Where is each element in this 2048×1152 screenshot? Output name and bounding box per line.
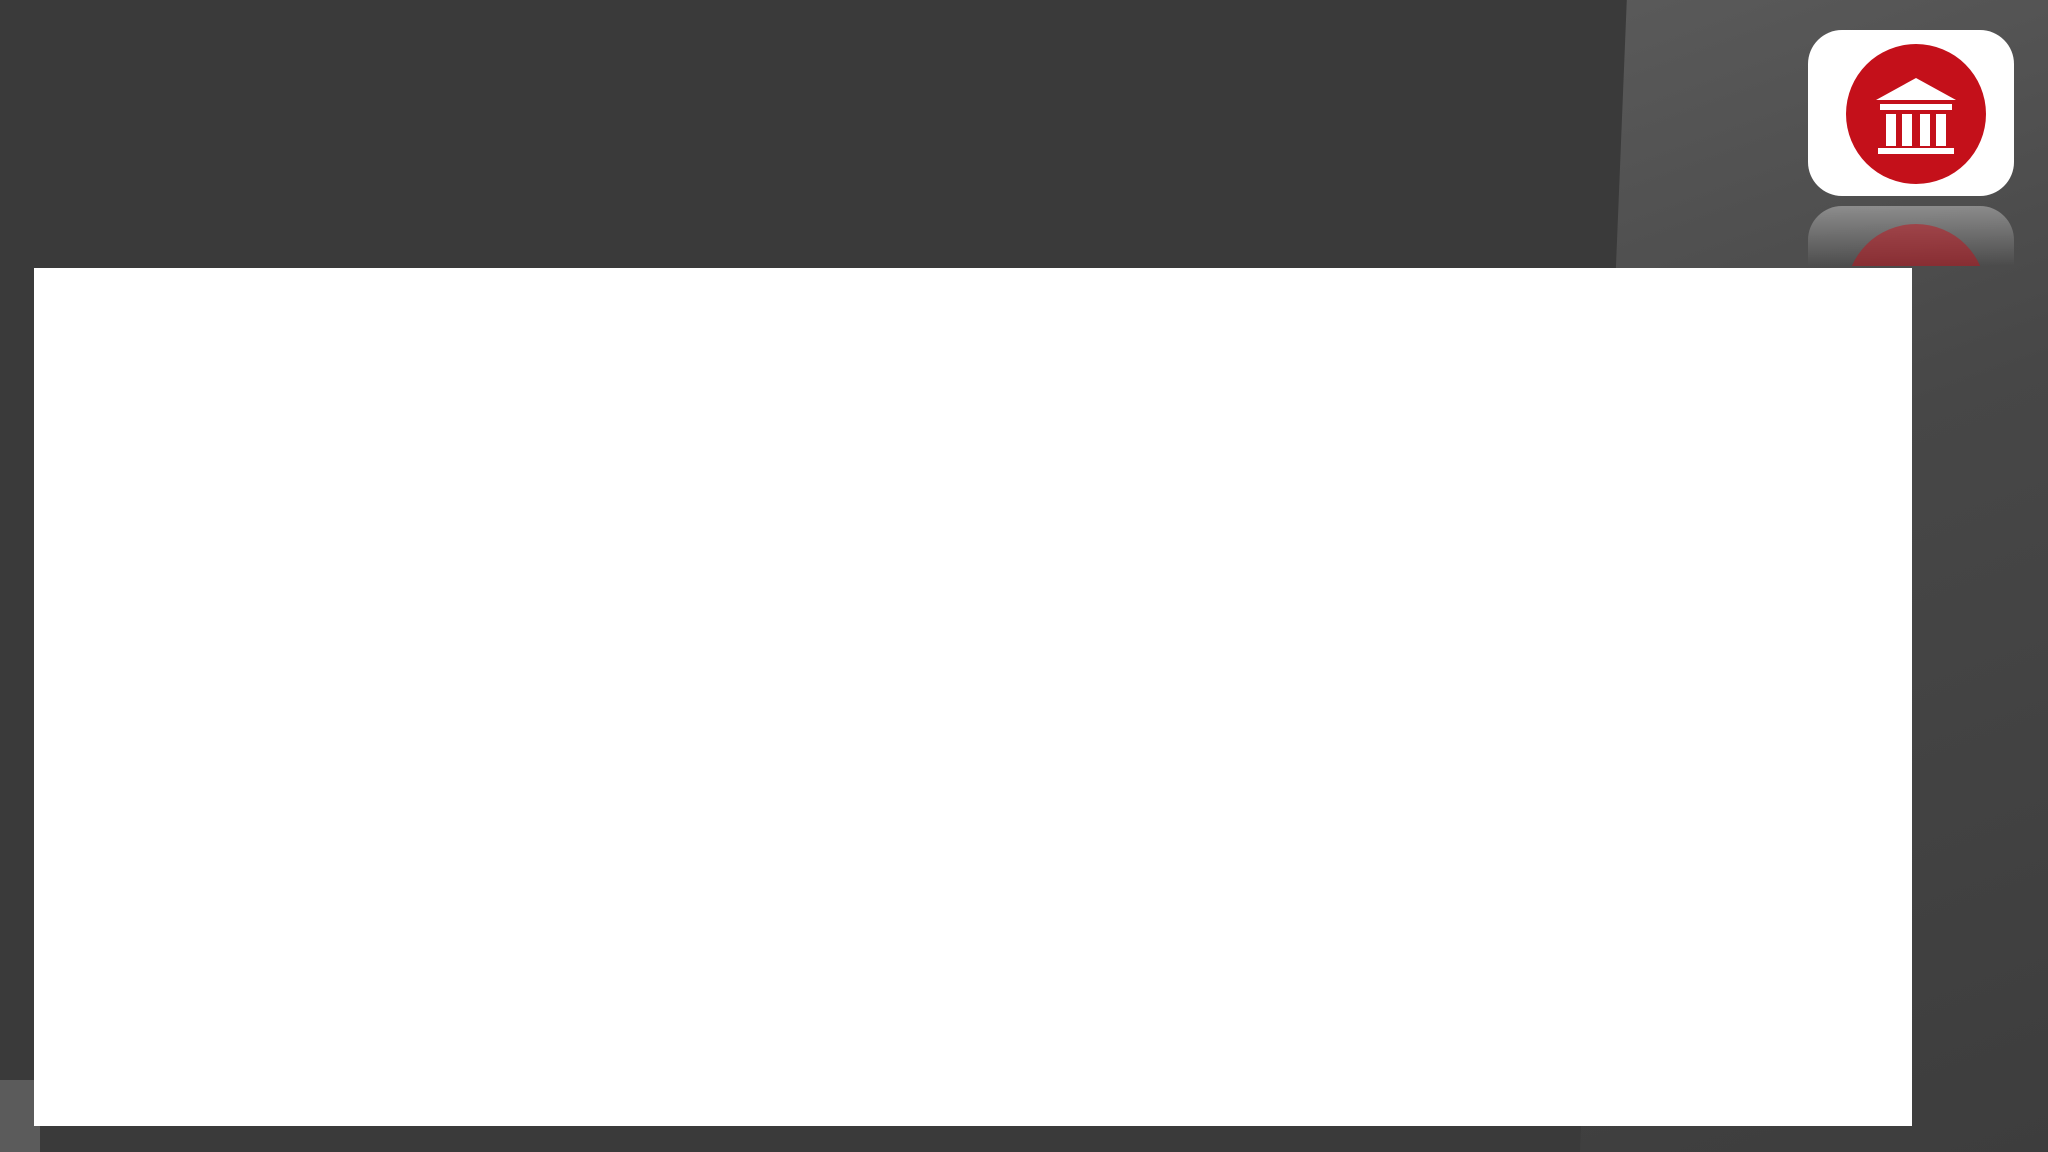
- museum-icon: [1846, 44, 1986, 184]
- app-icon-reflection: [1808, 206, 2014, 266]
- rubric-panel: [34, 268, 1912, 1126]
- museum-app-icon: [1808, 30, 2014, 196]
